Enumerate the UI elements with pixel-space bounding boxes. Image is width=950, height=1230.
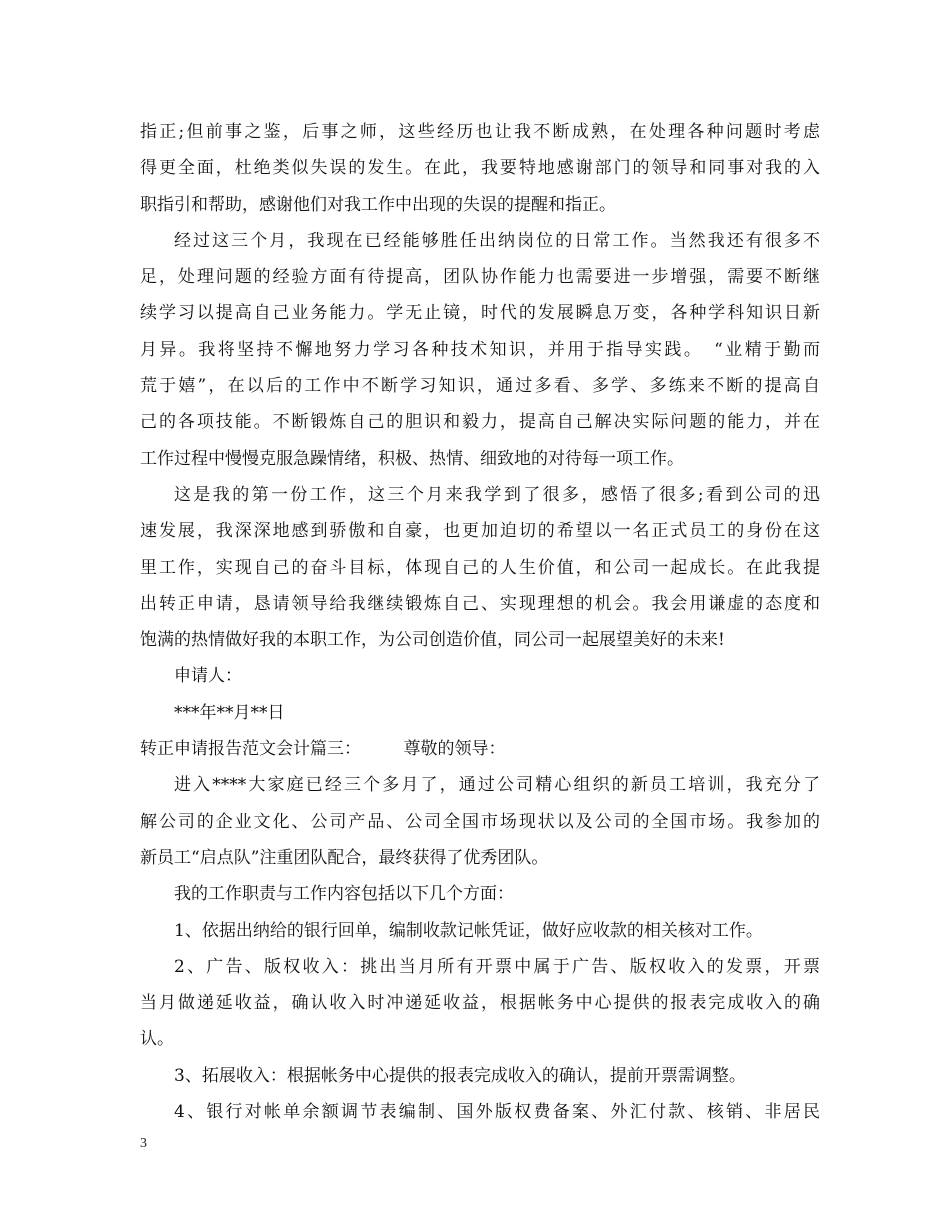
text-line [140, 332, 820, 368]
text-line [140, 731, 820, 767]
document-body [140, 114, 820, 1130]
text-line-content: 里工作，实现自己的奋斗目标，体现自己的人生价值，和公司一起成长。在此我提 [140, 557, 820, 578]
text-line-content: 3、拓展收入：根据帐务中心提供的报表完成收入的确认，提前开票需调整。 [174, 1065, 746, 1086]
text-line [140, 949, 820, 985]
text-line [140, 404, 820, 440]
text-line [140, 477, 820, 513]
text-line-content: 荒于嬉”，在以后的工作中不断学习知识，通过多看、多学、多练来不断的提高自 [140, 376, 820, 397]
text-line [140, 259, 820, 295]
text-line [140, 804, 820, 840]
text-line [140, 695, 820, 731]
text-line [140, 876, 820, 912]
text-line-content: 饱满的热情做好我的本职工作，为公司创造价值，同公司一起展望美好的未来! [140, 630, 725, 651]
text-line [140, 187, 820, 223]
text-line-content: 工作过程中慢慢克服急躁情绪，积极、热情、细致地的对待每一项工作。 [140, 448, 684, 469]
text-line [140, 295, 820, 331]
text-line [140, 150, 820, 186]
text-line [140, 223, 820, 259]
text-line [140, 913, 820, 949]
text-line [140, 441, 820, 477]
text-line-content: 得更全面，杜绝类似失误的发生。在此，我要特地感谢部门的领导和同事对我的入 [140, 158, 820, 179]
text-line [140, 114, 820, 150]
text-line [140, 1021, 820, 1057]
text-line-content: 经过这三个月，我现在已经能够胜任出纳岗位的日常工作。当然我还有很多不 [174, 230, 820, 251]
text-line-content: 进入****大家庭已经三个多月了，通过公司精心组织的新员工培训，我充分了 [174, 775, 820, 796]
text-line-content: 足，处理问题的经验方面有待提高，团队协作能力也需要进一步增强，需要不断继 [140, 267, 820, 288]
page-number: 3 [140, 1136, 147, 1151]
text-line-content: 转正申请报告范文会计篇三： 尊敬的领导： [140, 739, 506, 760]
text-line-content: 这是我的第一份工作，这三个月来我学到了很多，感悟了很多;看到公司的迅 [174, 484, 820, 505]
text-line-content: 续学习以提高自己业务能力。学无止镜，时代的发展瞬息万变，各种学科知识日新 [140, 303, 820, 324]
text-line [140, 767, 820, 803]
text-line-content: 月异。我将坚持不懈地努力学习各种技术知识，并用于指导实践。 “业精于勤而 [140, 339, 820, 360]
text-line [140, 550, 820, 586]
text-line-content: 1、依据出纳给的银行回单，编制收款记帐凭证，做好应收款的相关核对工作。 [174, 920, 763, 941]
text-line [140, 1058, 820, 1094]
text-line [140, 1094, 820, 1130]
text-line [140, 622, 820, 658]
text-line-content: 解公司的企业文化、公司产品、公司全国市场现状以及公司的全国市场。我参加的 [140, 811, 820, 832]
text-line [140, 586, 820, 622]
text-line-content: 当月做递延收益，确认收入时冲递延收益，根据帐务中心提供的报表完成收入的确 [140, 993, 820, 1014]
text-line [140, 840, 820, 876]
text-line-content: 认。 [140, 1029, 174, 1050]
text-line-content: 我的工作职责与工作内容包括以下几个方面： [174, 884, 514, 905]
text-line-content: 职指引和帮助，感谢他们对我工作中出现的失误的提醒和指正。 [140, 194, 616, 215]
text-line-content: 申请人： [174, 666, 242, 687]
text-line [140, 368, 820, 404]
text-line-content: 速发展，我深深地感到骄傲和自豪，也更加迫切的希望以一名正式员工的身份在这 [140, 521, 820, 542]
text-line-content: 2、广告、版权收入：挑出当月所有开票中属于广告、版权收入的发票，开票 [174, 956, 820, 977]
text-line-content: 出转正申请，恳请领导给我继续锻炼自己、实现理想的机会。我会用谦虚的态度和 [140, 593, 820, 614]
text-line-content: 己的各项技能。不断锻炼自己的胆识和毅力，提高自己解决实际问题的能力，并在 [140, 412, 820, 433]
text-line [140, 658, 820, 694]
text-line-content: ***年**月**日 [174, 702, 285, 723]
text-line [140, 985, 820, 1021]
text-line-content: 指正;但前事之鉴，后事之师，这些经历也让我不断成熟，在处理各种问题时考虑 [140, 122, 820, 142]
text-line-content: 新员工“启点队”注重团队配合，最终获得了优秀团队。 [140, 847, 549, 868]
text-line-content: 4、银行对帐单余额调节表编制、国外版权费备案、外汇付款、核销、非居民 [174, 1102, 820, 1123]
text-line [140, 513, 820, 549]
